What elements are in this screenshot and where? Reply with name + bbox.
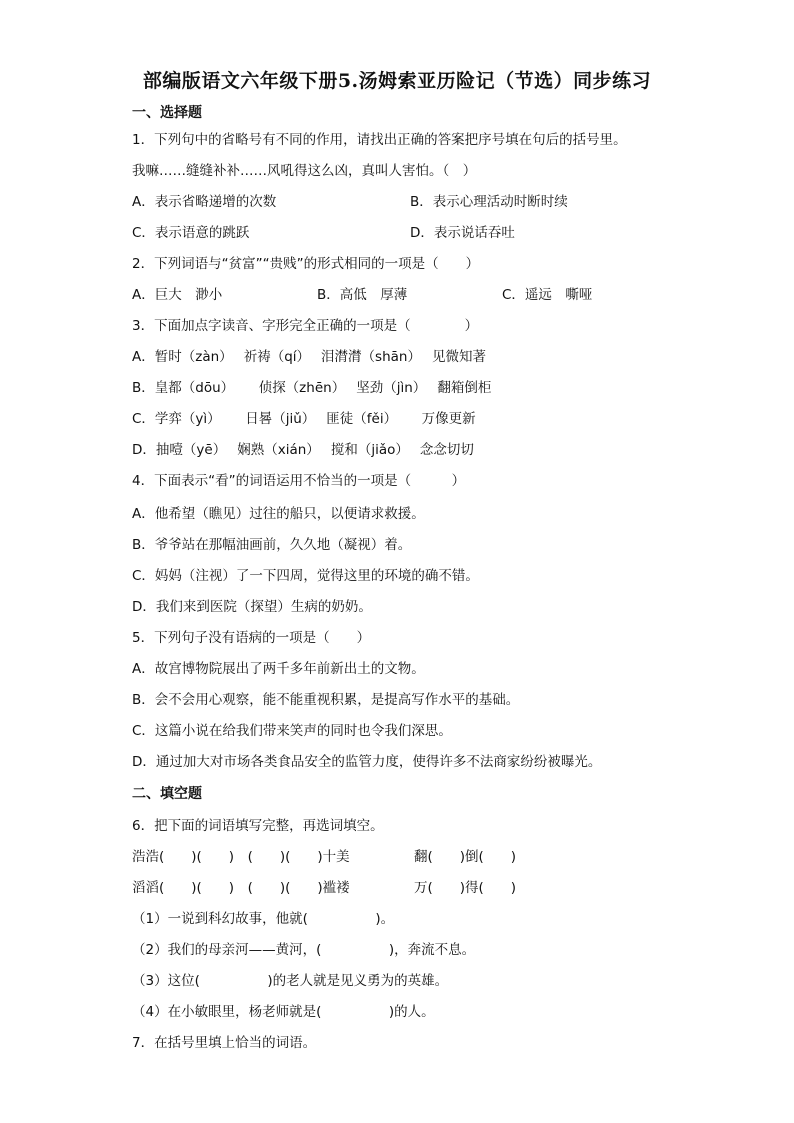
question-1-option-a: A．表示省略递增的次数 <box>132 194 277 210</box>
question-6-row-1-right: 翻( )倒( ) <box>414 849 517 865</box>
question-4-option-b: B．爷爷站在那幅油画前，久久地（凝视）着。 <box>132 537 412 553</box>
question-2-option-c: C．遥远 嘶哑 <box>502 287 593 303</box>
question-6-row-2-left: 滔滔( )( ) ( )( )褴褛 <box>132 880 350 896</box>
question-7-stem: 7．在括号里填上恰当的词语。 <box>132 1035 317 1051</box>
question-2-option-a: A．巨大 渺小 <box>132 287 223 303</box>
question-3-option-a: A．暂时（zàn） 祈祷（qí） 泪潸潸（shān） 见微知著 <box>132 349 487 365</box>
question-2-option-b: B．高低 厚薄 <box>317 287 408 303</box>
question-3-option-c: C．学弈（yì） 日晷（jiǔ） 匪徒（fěi） 万像更新 <box>132 411 476 427</box>
question-6-sentence-1: （1）一说到科幻故事，他就( )。 <box>132 911 395 927</box>
question-6-row-1-left: 浩浩( )( ) ( )( )十美 <box>132 849 350 865</box>
question-4-stem: 4．下面表示“看”的词语运用不恰当的一项是（ ） <box>132 473 466 489</box>
question-4-option-a: A．他希望（瞧见）过往的船只，以便请求救援。 <box>132 506 425 522</box>
question-5-option-c: C．这篇小说在给我们带来笑声的同时也令我们深思。 <box>132 723 452 739</box>
question-4-option-c: C．妈妈（注视）了一下四周，觉得这里的环境的确不错。 <box>132 568 479 584</box>
question-6-sentence-2: （2）我们的母亲河——黄河，( )，奔流不息。 <box>132 942 476 958</box>
question-3-stem: 3．下面加点字读音、字形完全正确的一项是（ ） <box>132 318 479 334</box>
section-heading-choice: 一、选择题 <box>132 105 202 121</box>
question-1-option-b: B．表示心理活动时断时续 <box>410 194 568 210</box>
question-6-stem: 6．把下面的词语填写完整，再选词填空。 <box>132 818 384 834</box>
question-2-stem: 2．下列词语与“贫富”“贵贱”的形式相同的一项是（ ） <box>132 256 480 272</box>
question-1-option-c: C．表示语意的跳跃 <box>132 225 250 241</box>
question-6-sentence-4: （4）在小敏眼里，杨老师就是( )的人。 <box>132 1004 435 1020</box>
question-3-option-b: B．皇都（dōu） 侦探（zhēn） 坚劲（jìn） 翻箱倒柜 <box>132 380 492 396</box>
question-4-option-d: D．我们来到医院（探望）生病的奶奶。 <box>132 599 372 615</box>
question-6-row-2-right: 万( )得( ) <box>414 880 517 896</box>
question-5-option-b: B．会不会用心观察，能不能重视积累，是提高写作水平的基础。 <box>132 692 520 708</box>
question-3-option-d: D．抽噎（yē） 娴熟（xián） 搅和（jiǎo） 念念切切 <box>132 442 474 458</box>
question-5-option-d: D．通过加大对市场各类食品安全的监管力度，使得许多不法商家纷纷被曝光。 <box>132 754 602 770</box>
page-title: 部编版语文六年级下册5.汤姆索亚历险记（节选）同步练习 <box>142 70 652 92</box>
question-6-sentence-3: （3）这位( )的老人就是见义勇为的英雄。 <box>132 973 449 989</box>
question-1-stem: 1．下列句中的省略号有不同的作用，请找出正确的答案把序号填在句后的括号里。 <box>132 132 627 148</box>
question-1-option-d: D．表示说话吞吐 <box>410 225 515 241</box>
question-1-sentence: 我嘛……缝缝补补……风吼得这么凶，真叫人害怕。（ ） <box>132 163 477 179</box>
question-5-option-a: A．故宫博物院展出了两千多年前新出土的文物。 <box>132 661 425 677</box>
section-heading-fill: 二、填空题 <box>132 786 202 802</box>
question-5-stem: 5．下列句子没有语病的一项是（ ） <box>132 630 371 646</box>
